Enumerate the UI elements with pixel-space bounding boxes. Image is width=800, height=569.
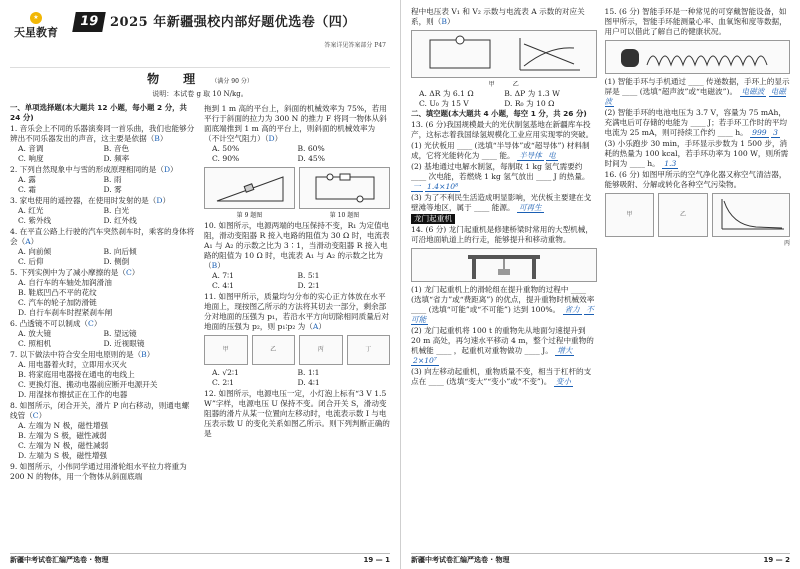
- figure-label: 乙: [679, 211, 686, 219]
- option: A. 红光: [18, 205, 44, 215]
- option: D. 4∶1: [297, 378, 320, 388]
- option: C. 汽车的轮子加防滑链: [18, 297, 97, 307]
- option: C. 90%: [212, 154, 240, 164]
- score-note: （满分 90 分）: [211, 78, 253, 85]
- answer: C: [88, 318, 94, 328]
- footer-title: 新疆中考试卷汇编严选卷 · 物理: [411, 555, 510, 564]
- logo-icon: ★: [30, 12, 42, 24]
- page-header: [10, 6, 390, 68]
- question-text: (1) 龙门起重机上的滑轮组在提升重物的过程中 ____ (选填“省力”或“费距离”) 的优点，提升重物时机械效率 ____ (选填“可能”或“不可能”) 达到 100%。: [411, 284, 595, 314]
- figure-captions: [204, 212, 390, 220]
- question-text: (1) 智能手环与手机通过 ____ 传递数据，手环上的显示屏是 ____ (选填“超声波”或“电磁波”)。: [604, 77, 790, 97]
- circuit-figure: [299, 167, 390, 209]
- answer: C: [125, 267, 132, 277]
- answer-reference: 答案详见答案部分 P47: [324, 42, 386, 49]
- question-14-part-2: [411, 326, 597, 366]
- subject-title: [10, 72, 390, 88]
- option: A. 自行车的车轴处加润滑油: [18, 277, 112, 287]
- options: [10, 421, 196, 461]
- option: D. 自行车刹车时捏紧刹车闸: [18, 307, 113, 317]
- question-4: 4. 在平直公路上行驶的汽车突然刹车时，乘客的身体将会（A）: [10, 226, 195, 246]
- question-14-part-1: [411, 285, 597, 325]
- figure-label: 甲: [626, 211, 633, 219]
- incline-diagram: [215, 173, 285, 203]
- option: B. 将家庭用电器接在通电的电线上: [18, 369, 135, 379]
- question-14-tag: [411, 214, 597, 224]
- heartbeat-waveform: [617, 43, 777, 71]
- option: C. 2∶1: [212, 378, 235, 388]
- question-8: 8. 如图所示，闭合开关，滑片 P 向右移动，则通电螺线管（C）: [10, 401, 190, 421]
- option: A. 7∶1: [212, 271, 234, 281]
- purifier-graph: [712, 193, 790, 237]
- question-2: 2. 下列自然现象中与雪的形成原理相同的是（D）: [10, 164, 178, 174]
- option: C. 4∶1: [212, 281, 235, 291]
- question-5: 5. 下列实例中为了减小摩擦的是（C）: [10, 267, 140, 277]
- question-text: (3) 小乐跑步 30 min，手环显示步数为 1 500 步，消耗的热量为 100 kcal，若手环功率为 100 W，则所需时间为 ____ h。: [604, 139, 789, 169]
- question-text: 1. 音乐会上不同的乐器演奏同一首乐曲，我们也能够分辨出不同乐器发出的声音，这主要是依据: [10, 123, 195, 143]
- option: B. 雨: [103, 174, 122, 184]
- question-16: 16. (6 分) 如图甲所示的空气净化器又称空气清洁器，能够吸附、分解或转化各种空气污染物。: [604, 170, 787, 190]
- question-text: 拖到 1 m 高的平台上，斜面的机械效率为 75%，若用平行于斜面的拉力为 300 N 的推力 F 将同一物体从斜面底端推到 1 m 高的平台上，则斜面的机械效率为（不计空气阻力）: [204, 104, 387, 144]
- question-text: (2) 龙门起重机将 100 t 的重物先从地面匀速提升到 20 m 高处，再匀速水平移动 4 m，整个过程中重物的机械能 ____ ，起重机对重物做功 ____ J。: [411, 325, 594, 356]
- options: [10, 329, 196, 349]
- option: D. 近视眼镜: [103, 338, 145, 348]
- cube-figure: [252, 335, 296, 365]
- option: B. 60%: [297, 144, 325, 154]
- answer: 电磁波: [741, 87, 765, 97]
- circuit-and-graph: [424, 34, 584, 74]
- options: [411, 89, 597, 109]
- answer: 半导体: [518, 150, 542, 160]
- crane-icon: [464, 251, 544, 279]
- options: [10, 175, 196, 195]
- option: D. 45%: [297, 154, 325, 164]
- figure-label: 丁: [365, 346, 372, 354]
- question-text: 10. 如图所示，电源两端的电压保持不变，R₁ 为定值电阻，滑动变阻器 R 接入电路的阻值为 30 Ω 时，电流表 A₁ 与 A₂ 的示数之比为 3∶1，当滑动变阻器 R 接入电路的阻值为 10 Ω 时，电流表 A₁ 与 A₂ 的示数之比为: [204, 221, 390, 261]
- answer: A: [312, 322, 319, 332]
- option: A. 左端为 N 极，磁性增强: [18, 421, 109, 431]
- option: C. 照相机: [18, 338, 52, 348]
- option: B. 音色: [103, 143, 130, 153]
- answer: A: [25, 236, 31, 246]
- option: A. 放大镜: [18, 328, 52, 338]
- option: A. 向前倾: [18, 246, 52, 256]
- figure-label: 乙: [270, 346, 277, 354]
- answer: 999: [752, 128, 767, 138]
- option: D. R₀ 为 10 Ω: [504, 98, 555, 108]
- option: C. 霜: [18, 184, 36, 194]
- option: A. 50%: [212, 144, 240, 154]
- option: D. 频率: [103, 153, 130, 163]
- question-text: (3) 向左移动起重机，重物质量不变，相当于杠杆的支点在 ____ (选填“变大”“变小”或“不变”)。: [411, 367, 592, 387]
- figure-label: 丙: [317, 346, 324, 354]
- option: C. 左端为 N 极，磁性减弱: [18, 441, 109, 451]
- question-12-continued: 程中电压表 V₁ 和 V₂ 示数与电流表 A 示数的对应关系，则（B）: [411, 7, 585, 27]
- answer: 电: [548, 150, 556, 160]
- question-text: 8. 如图所示，闭合开关，滑片 P 向右移动，则通电螺线管: [10, 401, 190, 421]
- options: [204, 144, 390, 164]
- column-2: [204, 103, 390, 482]
- subject-name: 物 理: [147, 72, 202, 86]
- question-text: 2. 下列自然现象中与雪的形成原理相同的是: [10, 164, 157, 174]
- answer: 电磁波: [604, 87, 786, 107]
- answer: 可再生: [518, 202, 542, 212]
- option: C. 响度: [18, 153, 44, 163]
- figure-caption: 甲 乙: [488, 81, 519, 89]
- option: B. 向后倾: [103, 246, 137, 256]
- option: C. 紫外线: [18, 215, 52, 225]
- page-right: [400, 0, 800, 569]
- question-9: 9. 如图所示，小伟同学通过用滑轮组水平拉力将重为 200 N 的物体，用一个物体从斜面底端: [10, 462, 187, 482]
- answer: B: [441, 17, 447, 27]
- options: [10, 360, 196, 400]
- option: B. 望远镜: [103, 328, 137, 338]
- options: [10, 278, 196, 318]
- option: B. 1∶1: [297, 368, 320, 378]
- figure-label: 甲: [222, 346, 229, 354]
- question-13: 13. (6 分)我国规模最大的光伏制氢基地在新疆库车投产，这标志着我国绿氢规模化工业应用实现零的突破。: [411, 119, 594, 139]
- question-15-part-1: [605, 77, 791, 107]
- purifier-photo: [605, 193, 655, 237]
- question-text: 4. 在平直公路上行驶的汽车突然刹车时，乘客的身体将会: [10, 226, 195, 246]
- question-text: (2) 基地通过电解水制氢，每制取 1 kg 氢气需要约 ____ 次电能，若燃烧 1 kg 氢气放出 ____ J 的热量。: [411, 161, 590, 181]
- option: D. 侧倒: [103, 256, 130, 266]
- column-3: [411, 6, 597, 387]
- question-text: (2) 智能手环的电池电压为 3.7 V，容量为 75 mAh，充满电后可存储的电能为 ____ J；若手环工作时的平均电流为 25 mA，则可持续工作约 ____ h。: [604, 108, 788, 138]
- question-15-part-3: [605, 139, 791, 169]
- answer: 2×10⁷: [413, 356, 437, 366]
- heartbeat-figure: [605, 40, 791, 74]
- question-text: 3. 家电使用的遥控器，在使用时发射的是: [10, 195, 149, 205]
- question-text: (3) 为了不利民生活造成明显影响，光伏板主要建在戈壁滩等地区，属于 ____ 能源。: [411, 192, 592, 212]
- option: B. 5∶1: [297, 271, 320, 281]
- question-11: 11. 如图甲所示，质量均匀分布的实心正方体放在水平地面上，现按图乙所示的方法将其切去一部分，剩余部分对地面的压强为 p₁，若沿水平方向切除相同质量后对地面的压强为 p₂，则 p₁∶p₂ 为（A）: [204, 292, 389, 332]
- options: [204, 271, 390, 291]
- answer: D: [268, 134, 275, 144]
- footer-title: 新疆中考试卷汇编严选卷 · 物理: [10, 555, 109, 564]
- option: A. ΔR 为 6.1 Ω: [419, 88, 474, 98]
- option: B. 左端为 S 极，磁性减弱: [18, 431, 107, 441]
- decay-curve: [716, 197, 786, 233]
- question-15: 15. (6 分) 智能手环是一种常见的可穿戴智能设备，如图甲所示，智能手环能测量心率、血氧饱和度等数据，用户可以借此了解自己的健康状况。: [604, 7, 787, 37]
- figure-caption: 第 10 题图: [329, 212, 360, 220]
- circuit-graph-figure: [411, 30, 597, 78]
- answer: 3: [773, 128, 778, 138]
- answer: 一: [413, 181, 421, 191]
- question-12: 12. 如图所示，电源电压一定，小灯泡上标有“3 V 1.5 W”字样，电源电压 U 保持不变。闭合开关 S，滑动变阻器的滑片从某一位置向左移动时，电流表示数 I 与电压表示数 U 的变化关系如图乙所示。则下列判断正确的是: [204, 389, 390, 439]
- answer: B: [211, 261, 218, 271]
- purifier-figures: [605, 190, 791, 240]
- option: A. 用电器着火时，立即用水灭火: [18, 359, 128, 369]
- brand-name: 天星教育: [14, 26, 58, 39]
- brand-logo: [12, 12, 60, 41]
- cube-figure: [204, 335, 248, 365]
- answer: 变小: [555, 377, 571, 387]
- option: D. 2∶1: [297, 281, 320, 291]
- option: D. 左端为 S 极，磁性增强: [18, 451, 108, 461]
- option: D. 用湿抹布擦拭正在工作的电器: [18, 390, 128, 399]
- answer: D: [156, 195, 163, 205]
- question-10: 10. 如图所示，电源两端的电压保持不变，R₁ 为定值电阻，滑动变阻器 R 接入电路的阻值为 30 Ω 时，电流表 A₁ 与 A₂ 的示数之比为 3∶1，当滑动变阻器 R 接入电路的阻值为 10 Ω 时，电流表 A₁ 与 A₂ 的示数之比为（B）: [204, 221, 390, 271]
- answer: 1.3: [664, 159, 677, 169]
- option: D. 红外线: [103, 215, 137, 225]
- answer: C: [32, 411, 39, 421]
- option: B. ΔP 为 1.3 W: [504, 88, 560, 98]
- answer: 增大: [557, 346, 573, 356]
- figure-row: [204, 164, 390, 212]
- option: A. 音调: [18, 143, 44, 153]
- question-text: 11. 如图甲所示，质量均匀分布的实心正方体放在水平地面上，现按图乙所示的方法将其切去一部分，剩余部分对地面的压强为 p₁，若沿水平方向切除相同质量后对地面的压强为 p₂，则 p₁∶p₂ 为: [204, 292, 389, 332]
- cube-figure: [347, 335, 391, 365]
- option: C. 更换灯泡、搬动电器前应断开电源开关: [18, 379, 158, 389]
- question-text: 7. 以下做法中符合安全用电原则的是: [10, 349, 134, 359]
- answer: B: [141, 349, 147, 359]
- option: D. 雾: [103, 184, 122, 194]
- column-4: [605, 6, 791, 387]
- answer: 1.4×10⁸: [427, 181, 459, 191]
- question-7: 7. 以下做法中符合安全用电原则的是（B）: [10, 349, 155, 359]
- page-footer: [411, 553, 790, 565]
- question-1: 1. 音乐会上不同的乐器演奏同一首乐曲，我们也能够分辨出不同乐器发出的声音，这主要是依据（B）: [10, 123, 195, 143]
- incline-figure: [204, 167, 295, 209]
- figure-caption: 第 9 题图: [236, 212, 263, 220]
- question-text: 程中电压表 V₁ 和 V₂ 示数与电流表 A 示数的对应关系，则: [411, 7, 585, 27]
- circuit-diagram: [310, 173, 380, 203]
- option: C. 后仰: [18, 256, 44, 266]
- topic-tag: 龙门起重机: [411, 214, 455, 224]
- question-13-part-2: [411, 162, 597, 192]
- page-footer: [10, 553, 390, 565]
- question-text: 5. 下列实例中为了减小摩擦的是: [10, 267, 119, 277]
- question-text: 6. 凸透镜不可以制成: [10, 318, 81, 328]
- question-15-part-2: [605, 108, 791, 138]
- purifier-diagram: [658, 193, 708, 237]
- question-14: 14. (6 分) 龙门起重机是修建桥梁时常用的大型机械，可沿地面轨道上的行走，能够提升和移动重物。: [411, 224, 593, 244]
- question-6: 6. 凸透镜不可以制成（C）: [10, 318, 102, 328]
- question-13-part-1: [411, 141, 597, 161]
- instructions: 说明：本试卷 g 取 10 N/kg。: [152, 89, 248, 98]
- exam-number-badge: 19: [72, 12, 106, 32]
- section-heading: 一、单项选择题(本大题共 12 小题，每小题 2 分，共 24 分): [10, 103, 187, 122]
- question-13-part-3: [411, 193, 597, 213]
- page-number: 19 — 1: [363, 555, 390, 564]
- column-1: [10, 103, 196, 482]
- options: [10, 206, 196, 226]
- exam-title: 2025 年新疆强校内部好题优选卷（四）: [110, 15, 356, 30]
- option: A. 露: [18, 174, 36, 184]
- options: [10, 144, 196, 164]
- question-9-continued: 拖到 1 m 高的平台上，斜面的机械效率为 75%，若用平行于斜面的拉力为 300 N 的推力 F 将同一物体从斜面底端推到 1 m 高的平台上，则斜面的机械效率为（不计空气阻力）（D）: [204, 104, 387, 144]
- cube-figure: [299, 335, 343, 365]
- question-text: (1) 光伏板用 ____ (选填“半导体”或“超导体”) 材料制成，它将光能转化为 ____ 能。: [411, 140, 590, 160]
- option: B. 鞋底凹凸不平的花纹: [18, 287, 97, 297]
- figure-caption: 丙: [783, 240, 790, 248]
- answer: 不可能: [411, 304, 594, 324]
- page-number: 19 — 2: [763, 555, 790, 564]
- option: B. 白光: [103, 205, 130, 215]
- option: A. √2∶1: [212, 368, 239, 378]
- answer: D: [163, 164, 171, 174]
- cube-figures: [204, 332, 390, 368]
- question-14-part-3: [411, 367, 597, 387]
- section-heading: 二、填空题(本大题共 4 小题，每空 1 分，共 26 分): [411, 108, 587, 118]
- options: [10, 247, 196, 267]
- crane-photo: [411, 248, 597, 282]
- options: [204, 368, 390, 388]
- answer: 省力: [564, 304, 580, 314]
- answer: B: [154, 133, 160, 143]
- option: C. U₀ 为 15 V: [419, 98, 469, 108]
- question-3: 3. 家电使用的遥控器，在使用时发射的是（D）: [10, 195, 171, 205]
